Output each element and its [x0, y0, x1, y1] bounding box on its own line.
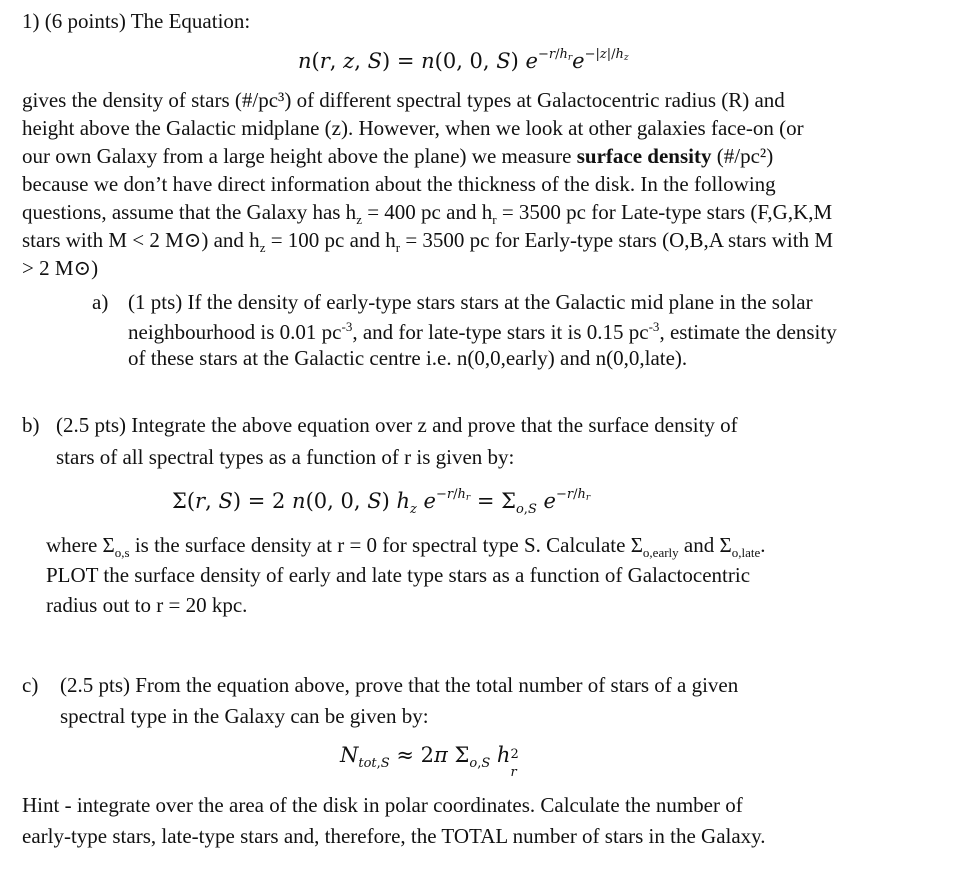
- total-number-equation: $N_{tot,S} \approx 2\pi$ $\Sigma_{o,S}$ h 2 r: [340, 743, 519, 780]
- hint-line-1: Hint - integrate over the area of the disk in polar coordinates. Calculate the number of: [22, 793, 743, 817]
- hint-line-2: early-type stars, late-type stars and, therefore, the TOTAL number of stars in the Galaxy.: [22, 824, 766, 848]
- question-header: 1) (6 points) The Equation:: [22, 9, 251, 33]
- part-b-label: b): [22, 413, 40, 437]
- part-c-line-1: (2.5 pts) From the equation above, prove that the total number of stars of a given: [60, 673, 739, 697]
- part-c-label: c): [22, 673, 39, 697]
- intro-line-7: > 2 M⊙): [22, 256, 99, 280]
- surface-density-term: surface density: [576, 144, 712, 168]
- part-b-line-2: stars of all spectral types as a function of r is given by:: [56, 445, 515, 469]
- density-equation: n(r, z, S) = n(0, 0, S) $e^{-r/hr}e^{-|z|/hz}$: [298, 47, 629, 73]
- intro-line-5: questions, assume that the Galaxy has $h_z = 400$ pc and $h_r = 3500$ pc for Late-type stars (F,G,K,M: [22, 200, 833, 228]
- part-a-line-1: (1 pts) If the density of early-type stars stars at the Galactic mid plane in the solar: [128, 290, 813, 314]
- part-b-radius-line: radius out to r = 20 kpc.: [46, 593, 248, 617]
- part-a-label: a): [92, 290, 109, 314]
- intro-line-6: stars with M < 2 M⊙) and $h_z = 100$ pc and $h_r = 3500$ pc for Early-type stars (O,B,A stars with M: [22, 228, 834, 256]
- intro-line-2: height above the Galactic midplane (z). However, when we look at other galaxies face-on (or: [22, 116, 804, 140]
- part-b-where-line: where $\Sigma_{o,s}$ is the surface density at r = 0 for spectral type S. Calculate $\Sigma_{o,early}$ and $\Sigma_{o,late}$.: [46, 533, 766, 561]
- intro-line-1: gives the density of stars (#/pc³) of different spectral types at Galactocentric radius (R) and: [22, 88, 785, 112]
- intro-line-4: because we don’t have direct information about the thickness of the disk. In the following: [22, 172, 776, 196]
- part-a-line-3: of these stars at the Galactic centre i.e. n(0,0,early) and n(0,0,late).: [128, 346, 688, 370]
- intro-line-3: our own Galaxy from a large height above the plane) we measure surface density (#/pc²): [22, 144, 774, 168]
- part-a-line-2: neighbourhood is 0.01 $pc^{-3}$, and for late-type stars it is 0.15 $pc^{-3}$, estimate the density: [128, 319, 837, 344]
- surface-density-equation: Σ(r, S) = 2 n(0, 0, S) $h_z$ $e^{-r/hr} = \Sigma_{o,S}$ $e^{-r/hr}$: [172, 487, 591, 517]
- part-b-plot-line: PLOT the surface density of early and late type stars as a function of Galactocentric: [46, 563, 751, 587]
- part-c-line-2: spectral type in the Galaxy can be given by:: [60, 704, 429, 728]
- part-b-line-1: (2.5 pts) Integrate the above equation over z and prove that the surface density of: [56, 413, 738, 437]
